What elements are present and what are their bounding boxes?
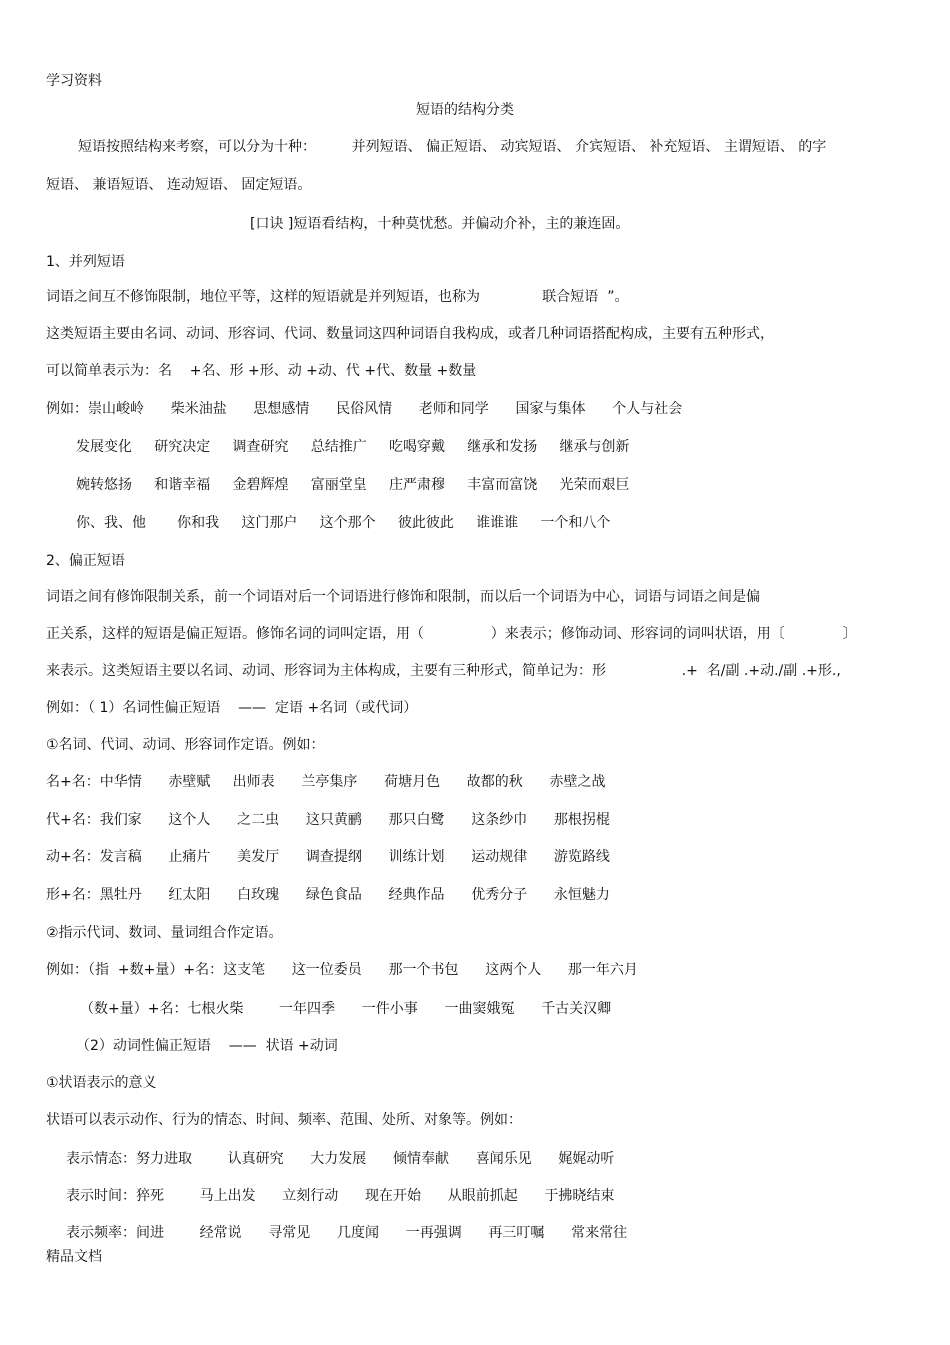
example-row: 例如：（指 +数+量）+名：这支笔 这一位委员 那一个书包 这两个人 那一年六月	[46, 962, 638, 978]
page-title: 短语的结构分类	[416, 102, 514, 118]
section-1-paragraph: 可以简单表示为：名 +名、形 +形、动 +动、代 +代、数量 +数量	[46, 363, 477, 379]
section-2-paragraph: 例如：（ 1）名词性偏正短语 —— 定语 +名词（或代词）	[46, 700, 418, 716]
section-2-paragraph: 词语之间有修饰限制关系，前一个词语对后一个词语进行修饰和限制，而以后一个词语为中心，词语与词语之间是偏	[46, 589, 760, 605]
section-1-paragraph: 词语之间互不修饰限制，地位平等，这样的短语就是并列短语，也称为 联合短语 ”。	[46, 289, 629, 305]
section-1-paragraph: 这类短语主要由名词、动词、形容词、代词、数量词这四种词语自我构成，或者几种词语搭配构成，主要有五种形式，	[46, 326, 774, 342]
example-row: （数+量）+名：七根火柴 一年四季 一件小事 一曲窦娥冤 千古关汉卿	[80, 1001, 612, 1017]
example-row: 表示频率：间进 经常说 寻常见 几度闻 一再强调 再三叮嘱 常来常往	[66, 1225, 628, 1241]
section-2-heading: 2、偏正短语	[46, 553, 125, 569]
section-2-paragraph: （2）动词性偏正短语 —— 状语 +动词	[76, 1038, 338, 1054]
example-row: 发展变化 研究决定 调查研究 总结推广 吃喝穿戴 继承和发扬 继承与创新	[76, 439, 630, 455]
intro-line-2: 短语、 兼语短语、 连动短语、 固定短语。	[46, 177, 312, 193]
sub-heading: ②指示代词、数词、量词组合作定语。	[46, 925, 283, 941]
mnemonic: [口诀 ]短语看结构，十种莫忧愁。并偏动介补，主的兼连固。	[250, 216, 630, 232]
example-row: 形+名：黑牡丹 红太阳 白玫瑰 绿色食品 经典作品 优秀分子 永恒魅力	[46, 887, 610, 903]
page-header: 学习资料	[46, 73, 102, 89]
example-row: 婉转悠扬 和谐幸福 金碧辉煌 富丽堂皇 庄严肃穆 丰富而富饶 光荣而艰巨	[76, 477, 630, 493]
example-row: 代+名：我们家 这个人 之二虫 这只黄鹂 那只白鹭 这条纱巾 那根拐棍	[46, 812, 610, 828]
section-2-paragraph: 正关系，这样的短语是偏正短语。修饰名词的词叫定语，用（ ）来表示；修饰动词、形容词的词叫状语，用〔 〕	[46, 626, 857, 642]
example-row: 动+名：发言稿 止痛片 美发厅 调查提纲 训练计划 运动规律 游览路线	[46, 849, 610, 865]
example-row: 名+名：中华情 赤壁赋 出师表 兰亭集序 荷塘月色 故都的秋 赤壁之战	[46, 774, 606, 790]
example-row: 表示时间：猝死 马上出发 立刻行动 现在开始 从眼前抓起 于拂晓结束	[66, 1188, 615, 1204]
section-2-paragraph: 状语可以表示动作、行为的情态、时间、频率、范围、处所、对象等。例如：	[46, 1112, 522, 1128]
page-footer: 精品文档	[46, 1249, 102, 1265]
intro-line-1: 短语按照结构来考察，可以分为十种： 并列短语、 偏正短语、 动宾短语、 介宾短语、 补充短语、 主谓短语、 的字	[78, 139, 827, 155]
sub-heading: ①名词、代词、动词、形容词作定语。例如：	[46, 737, 325, 753]
sub-heading: ①状语表示的意义	[46, 1075, 157, 1091]
example-row: 你、我、他 你和我 这门那户 这个那个 彼此彼此 谁谁谁 一个和八个	[76, 515, 611, 531]
example-row: 例如：崇山峻岭 柴米油盐 思想感情 民俗风情 老师和同学 国家与集体 个人与社会	[46, 401, 683, 417]
section-1-heading: 1、并列短语	[46, 254, 125, 270]
example-row: 表示情态：努力进取 认真研究 大力发展 倾情奉献 喜闻乐见 娓娓动听	[66, 1151, 615, 1167]
section-2-paragraph: 来表示。这类短语主要以名词、动词、形容词为主体构成，主要有三种形式，简单记为：形 .+ 名/副 .+动./副 .+形.,	[46, 663, 841, 679]
